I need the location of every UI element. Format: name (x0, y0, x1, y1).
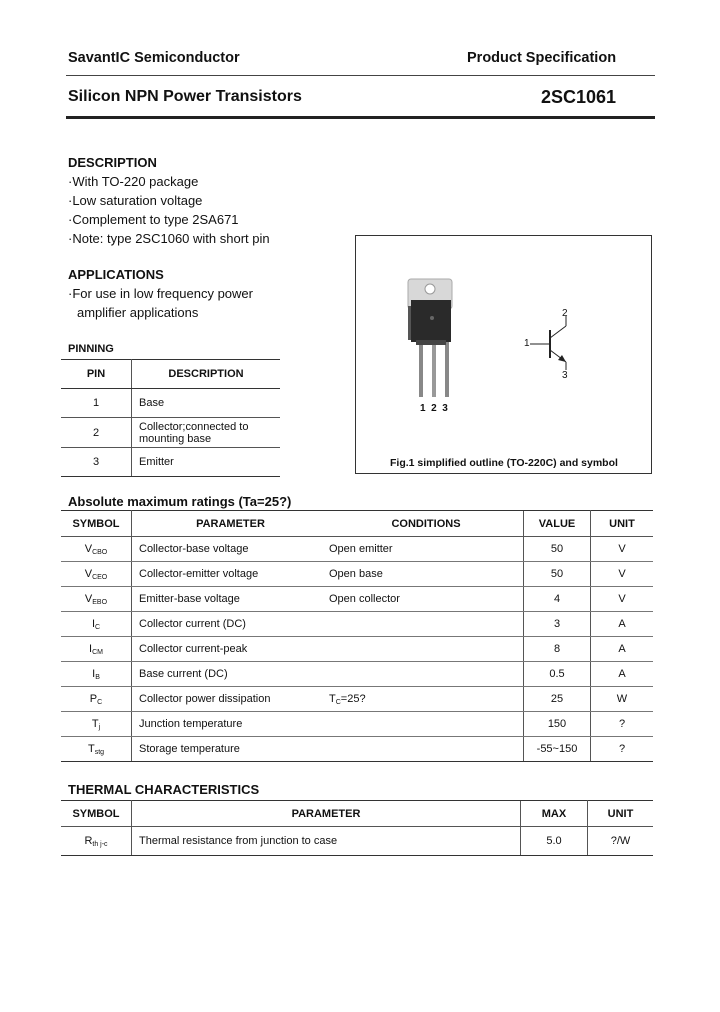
table-row (61, 537, 653, 562)
abs-ratings-table (61, 510, 653, 762)
value-cell: 50 (524, 562, 591, 587)
description-item: ·Low saturation voltage (68, 193, 203, 208)
description-heading: DESCRIPTION (68, 155, 157, 170)
conditions-cell: Open collector (329, 587, 524, 612)
pin-description: Emitter (132, 448, 281, 477)
table-row (61, 687, 653, 712)
symbol-cell: $V_{CBO}$ (61, 537, 132, 562)
table-row (61, 562, 653, 587)
parameter-column-header: PARAMETER (132, 511, 330, 537)
npn-transistor-symbol (506, 296, 586, 386)
pinning-heading: PINNING (68, 343, 114, 355)
unit-cell: ? (591, 737, 654, 762)
pin-number-labels: 1 2 3 (420, 403, 448, 414)
symbol-cell: $T_j$ (61, 712, 132, 737)
symbol-emitter-label: 3 (562, 370, 568, 381)
conditions-cell (329, 737, 524, 762)
value-cell: 50 (524, 537, 591, 562)
parameter-cell: Junction temperature (132, 712, 330, 737)
symbol-cell: $V_{EBO}$ (61, 587, 132, 612)
description-list (68, 172, 270, 248)
value-cell: 8 (524, 637, 591, 662)
document-title: Silicon NPN Power Transistors (68, 88, 302, 105)
application-item: ·For use in low frequency power (68, 286, 253, 301)
parameter-cell: Collector-emitter voltage (132, 562, 330, 587)
parameter-cell: Base current (DC) (132, 662, 330, 687)
conditions-cell (329, 662, 524, 687)
conditions-cell: $T_C=25$? (329, 687, 524, 712)
conditions-cell (329, 712, 524, 737)
symbol-base-label: 1 (524, 338, 530, 349)
parameter-column-header: PARAMETER (132, 801, 521, 827)
pin-description: Base (132, 389, 281, 418)
value-cell: 25 (524, 687, 591, 712)
symbol-column-header: SYMBOL (61, 801, 132, 827)
company-name: SavantIC Semiconductor (68, 50, 240, 66)
figure-caption: Fig.1 simplified outline (TO-220C) and symbol (390, 457, 618, 469)
unit-cell: A (591, 637, 654, 662)
description-item: ·Note: type 2SC1060 with short pin (68, 231, 270, 246)
unit-cell: W (591, 687, 654, 712)
unit-cell: A (591, 612, 654, 637)
max-column-header: MAX (521, 801, 588, 827)
description-column-header: DESCRIPTION (132, 360, 281, 389)
parameter-cell: Collector current (DC) (132, 612, 330, 637)
application-item: amplifier applications (77, 305, 199, 320)
conditions-cell: Open base (329, 562, 524, 587)
value-cell: 150 (524, 712, 591, 737)
conditions-cell (329, 612, 524, 637)
parameter-cell: Collector current-peak (132, 637, 330, 662)
conditions-column-header: CONDITIONS (329, 511, 524, 537)
conditions-cell (329, 637, 524, 662)
unit-cell: A (591, 662, 654, 687)
header-divider (66, 75, 655, 76)
table-row (61, 448, 280, 477)
table-row (61, 418, 280, 448)
title-divider (66, 116, 655, 119)
unit-cell: ?/W (588, 827, 654, 856)
symbol-collector-label: 2 (562, 308, 568, 319)
symbol-cell: $R_{th j-c}$ (61, 827, 132, 856)
table-row (61, 662, 653, 687)
document-type: Product Specification (467, 50, 617, 66)
table-row (61, 587, 653, 612)
pin-number: 1 (61, 389, 132, 418)
description-item: ·Complement to type 2SA671 (68, 212, 239, 227)
symbol-cell: $I_C$ (61, 612, 132, 637)
conditions-cell: Open emitter (329, 537, 524, 562)
value-cell: -55~150 (524, 737, 591, 762)
pin-number: 3 (61, 448, 132, 477)
table-row (61, 737, 653, 762)
unit-cell: V (591, 587, 654, 612)
parameter-cell: Storage temperature (132, 737, 330, 762)
figure-box (355, 235, 652, 474)
unit-cell: ? (591, 712, 654, 737)
max-cell: 5.0 (521, 827, 588, 856)
unit-cell: V (591, 562, 654, 587)
pinning-table (61, 359, 280, 477)
description-item: ·With TO-220 package (68, 174, 199, 189)
value-cell: 4 (524, 587, 591, 612)
applications-list (68, 284, 253, 322)
symbol-cell: $I_B$ (61, 662, 132, 687)
value-cell: 3 (524, 612, 591, 637)
table-row (61, 637, 653, 662)
pin-description: Collector;connected to mounting base (132, 418, 281, 448)
table-row (61, 389, 280, 418)
unit-column-header: UNIT (591, 511, 654, 537)
part-number: 2SC1061 (541, 87, 617, 107)
thermal-heading: THERMAL CHARACTERISTICS (68, 782, 260, 797)
symbol-cell: $V_{CEO}$ (61, 562, 132, 587)
parameter-cell: Emitter-base voltage (132, 587, 330, 612)
applications-heading: APPLICATIONS (68, 267, 164, 282)
parameter-cell: Thermal resistance from junction to case (132, 827, 521, 856)
symbol-column-header: SYMBOL (61, 511, 132, 537)
symbol-cell: $P_C$ (61, 687, 132, 712)
parameter-cell: Collector power dissipation (132, 687, 330, 712)
value-column-header: VALUE (524, 511, 591, 537)
table-row (61, 612, 653, 637)
pin-column-header: PIN (61, 360, 132, 389)
thermal-table (61, 800, 653, 856)
table-row (61, 712, 653, 737)
abs-ratings-heading: Absolute maximum ratings (Ta=25?) (68, 494, 292, 509)
unit-cell: V (591, 537, 654, 562)
table-row (61, 827, 653, 856)
package-outline-image (356, 236, 651, 473)
pin-number: 2 (61, 418, 132, 448)
symbol-cell: $I_{CM}$ (61, 637, 132, 662)
unit-column-header: UNIT (588, 801, 654, 827)
value-cell: 0.5 (524, 662, 591, 687)
parameter-cell: Collector-base voltage (132, 537, 330, 562)
symbol-cell: $T_{stg}$ (61, 737, 132, 762)
